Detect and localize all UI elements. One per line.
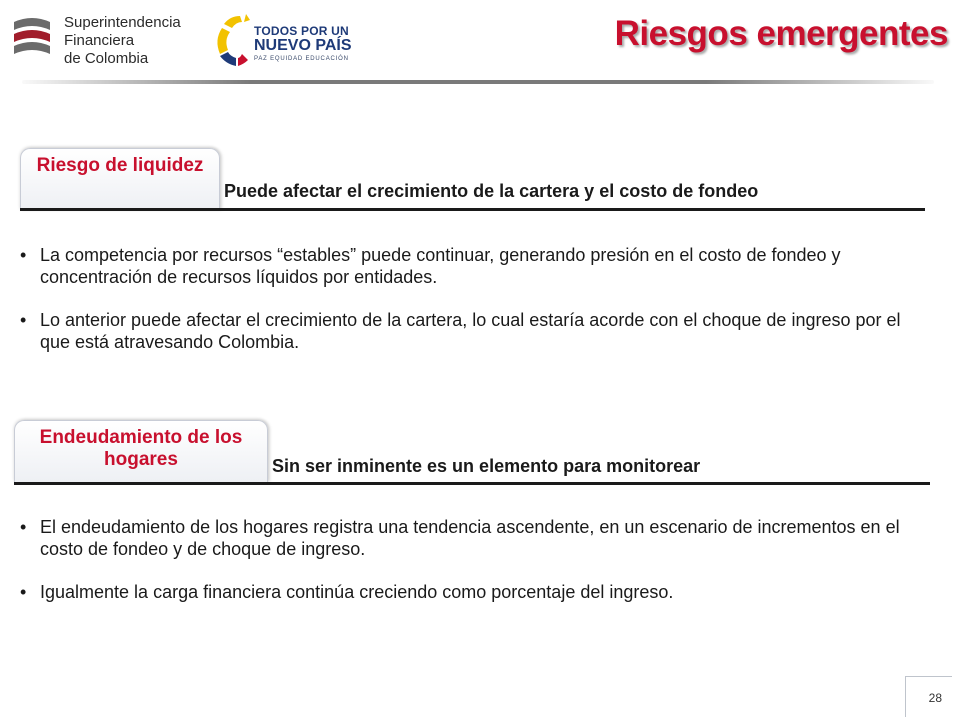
bullet-icon: • (20, 310, 27, 330)
logo-line-3: de Colombia (64, 50, 149, 67)
list-item (20, 516, 925, 560)
list-item (20, 581, 925, 603)
page-number-box (905, 676, 952, 717)
logo-slogan-line-3: PAZ EQUIDAD EDUCACIÓN (254, 56, 349, 62)
bullet-text: Igualmente la carga financiera continúa creciendo como porcentaje del ingreso. (40, 582, 674, 602)
todos-por-un-nuevo-pais-logo (210, 10, 350, 70)
bullet-text: La competencia por recursos “estables” puede continuar, generando presión en el costo de fondeo y concentración de recursos líquidos por entidades. (40, 245, 841, 287)
list-item (20, 244, 925, 288)
bullet-list-liquidez (20, 244, 925, 374)
section-divider (14, 482, 930, 485)
page-number: 28 (928, 691, 942, 705)
nuevo-pais-emblem-icon (210, 10, 256, 70)
bullet-text: Lo anterior puede afectar el crecimiento de la cartera, lo cual estaría acorde con el choque de ingreso por el que está atravesando Colombia. (40, 310, 901, 352)
bullet-icon: • (20, 582, 27, 602)
section-tab-riesgo-liquidez: Riesgo de liquidez (20, 148, 220, 210)
bullet-icon: • (20, 517, 27, 537)
header-divider (22, 80, 934, 84)
bullet-icon: • (20, 245, 27, 265)
section-divider (20, 208, 925, 211)
bullet-list-endeudamiento (20, 516, 925, 624)
list-item (20, 309, 925, 353)
section-subtitle-liquidez: Puede afectar el crecimiento de la cartera y el costo de fondeo (224, 181, 759, 201)
logo-line-1: Superintendencia (64, 14, 181, 31)
superintendencia-logo (8, 10, 181, 67)
sfc-emblem-icon (8, 10, 56, 66)
bullet-text: El endeudamiento de los hogares registra una tendencia ascendente, en un escenario de incrementos en el costo de fondeo y de choque de ingreso. (40, 517, 900, 559)
logo-line-2: Financiera (64, 32, 135, 49)
section-subtitle-endeudamiento: Sin ser inminente es un elemento para monitorear (272, 456, 701, 476)
logo-slogan-line-1: TODOS POR UN (254, 24, 349, 38)
logo-slogan-line-2: NUEVO PAÍS (254, 37, 352, 54)
section-tab-endeudamiento-hogares: Endeudamiento de los hogares (14, 420, 268, 482)
slide-title: Riesgos emergentes (614, 14, 948, 53)
